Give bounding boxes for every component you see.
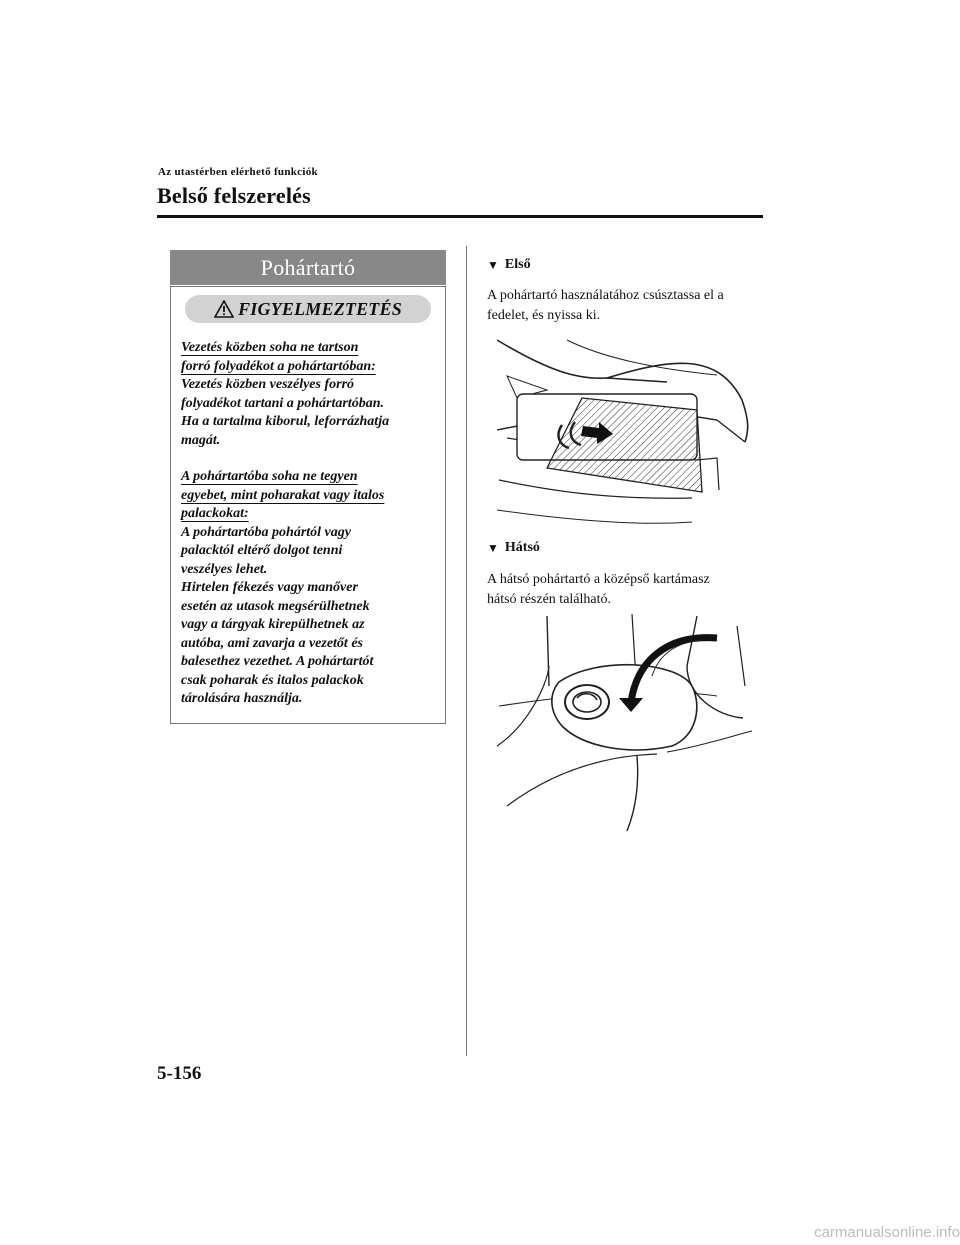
rear-description: [487, 570, 767, 610]
warning-lead-2-line-1: A pohártartóba soha ne tegyen: [181, 469, 358, 484]
warning-text-2-line-3: veszélyes lehet.: [181, 561, 268, 577]
warning-text-2-line-6: vagy a tárgyak kirepülhetnek az: [181, 617, 365, 632]
page-title: Belső felszerelés: [157, 183, 311, 208]
warning-text-2-line-1: A pohártartóba pohártól vagy: [181, 524, 351, 540]
column-divider: [466, 246, 467, 1056]
warning-text-1-line-2: folyadékot tartani a pohártartóban.: [181, 395, 385, 411]
warning-triangle-icon: [214, 300, 234, 318]
warning-text-2-line-2: palacktól eltérő dolgot tenni: [181, 543, 343, 558]
warning-text-1-line-1: Vezetés közben veszélyes forró: [181, 377, 355, 392]
rear-heading: [487, 540, 540, 556]
watermark: carmanualsonline.info: [814, 1224, 960, 1241]
warning-lead-2-line-3: palackokat:: [181, 506, 249, 521]
front-cupholder-illustration: [487, 330, 767, 530]
warning-text-1-line-3: Ha a tartalma kiborul, leforrázhatja: [181, 414, 390, 429]
warning-text-2-line-10: tárolására használja.: [181, 691, 303, 706]
title-rule: [157, 215, 763, 218]
warning-text-2-line-5: esetén az utasok megsérülhetnek: [181, 598, 370, 614]
warning-body: [181, 339, 437, 709]
rear-heading-label: Hátsó: [504, 540, 540, 555]
warning-text-2-line-9: csak poharak és italos palackok: [181, 672, 364, 688]
warning-box: [170, 286, 446, 724]
triangle-marker-icon: ▼: [487, 540, 499, 555]
warning-text-2-line-7: autóba, ami zavarja a vezetőt és: [181, 635, 363, 651]
chapter-kicker: Az utastérben elérhető funkciók: [158, 166, 318, 178]
warning-title: FIGYELMEZTETÉS: [238, 298, 402, 319]
front-heading: [487, 257, 531, 273]
rear-description-line-1: A hátsó pohártartó a középső kartámasz: [487, 572, 710, 587]
front-description-line-2: fedelet, és nyissa ki.: [487, 308, 601, 323]
section-banner: Pohártartó: [170, 250, 446, 285]
warning-lead-2-line-2: egyebet, mint poharakat vagy italos: [181, 487, 385, 503]
warning-text-1-line-4: magát.: [181, 432, 221, 448]
warning-header: [185, 295, 431, 323]
front-description: [487, 286, 767, 326]
warning-lead-1-line-2: forró folyadékot a pohártartóban:: [181, 358, 376, 374]
triangle-marker-icon: ▼: [487, 257, 499, 272]
rear-description-line-2: hátsó részén található.: [487, 592, 612, 607]
warning-lead-1-line-1: Vezetés közben soha ne tartson: [181, 340, 359, 355]
rear-cupholder-illustration: [487, 606, 767, 836]
front-description-line-1: A pohártartó használatához csúsztassa el a: [487, 288, 724, 303]
warning-text-2-line-4: Hirtelen fékezés vagy manőver: [181, 580, 358, 595]
front-heading-label: Első: [504, 257, 531, 272]
warning-text-2-line-8: balesethez vezethet. A pohártartót: [181, 654, 374, 669]
page-number: 5-156: [157, 1063, 202, 1084]
